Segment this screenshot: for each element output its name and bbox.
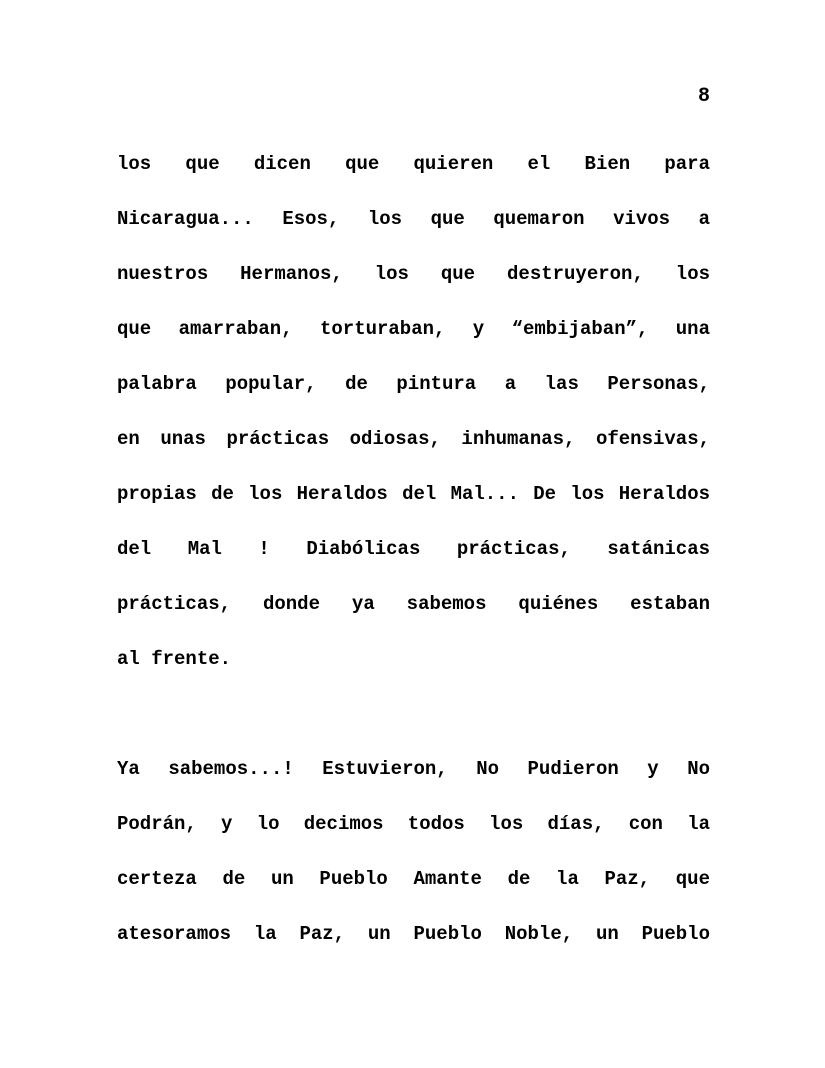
text-block (117, 137, 710, 962)
text-line: certeza de un Pueblo Amante de la Paz, que (117, 868, 710, 890)
text-line: del Mal ! Diabólicas prácticas, satánicas (117, 538, 710, 560)
text-line: que amarraban, torturaban, y “embijaban”, una (117, 318, 710, 340)
text-line: Nicaragua... Esos, los que quemaron vivos a (117, 208, 710, 230)
text-line: palabra popular, de pintura a las Personas, (117, 373, 710, 395)
text-line: al frente. (117, 648, 232, 670)
text-line: propias de los Heraldos del Mal... De los Heraldos (117, 483, 710, 505)
paragraph-gap (117, 687, 710, 742)
text-line: prácticas, donde ya sabemos quiénes estaban (117, 593, 710, 615)
paragraph-2 (117, 742, 710, 962)
paragraph-1 (117, 137, 710, 687)
text-line: los que dicen que quieren el Bien para (117, 153, 710, 175)
text-line: Ya sabemos...! Estuvieron, No Pudieron y No (117, 758, 710, 780)
text-line: atesoramos la Paz, un Pueblo Noble, un Pueblo (117, 923, 710, 945)
text-line: nuestros Hermanos, los que destruyeron, los (117, 263, 710, 285)
text-line: Podrán, y lo decimos todos los días, con la (117, 813, 710, 835)
page-number: 8 (698, 85, 711, 108)
text-line: en unas prácticas odiosas, inhumanas, ofensivas, (117, 428, 710, 450)
